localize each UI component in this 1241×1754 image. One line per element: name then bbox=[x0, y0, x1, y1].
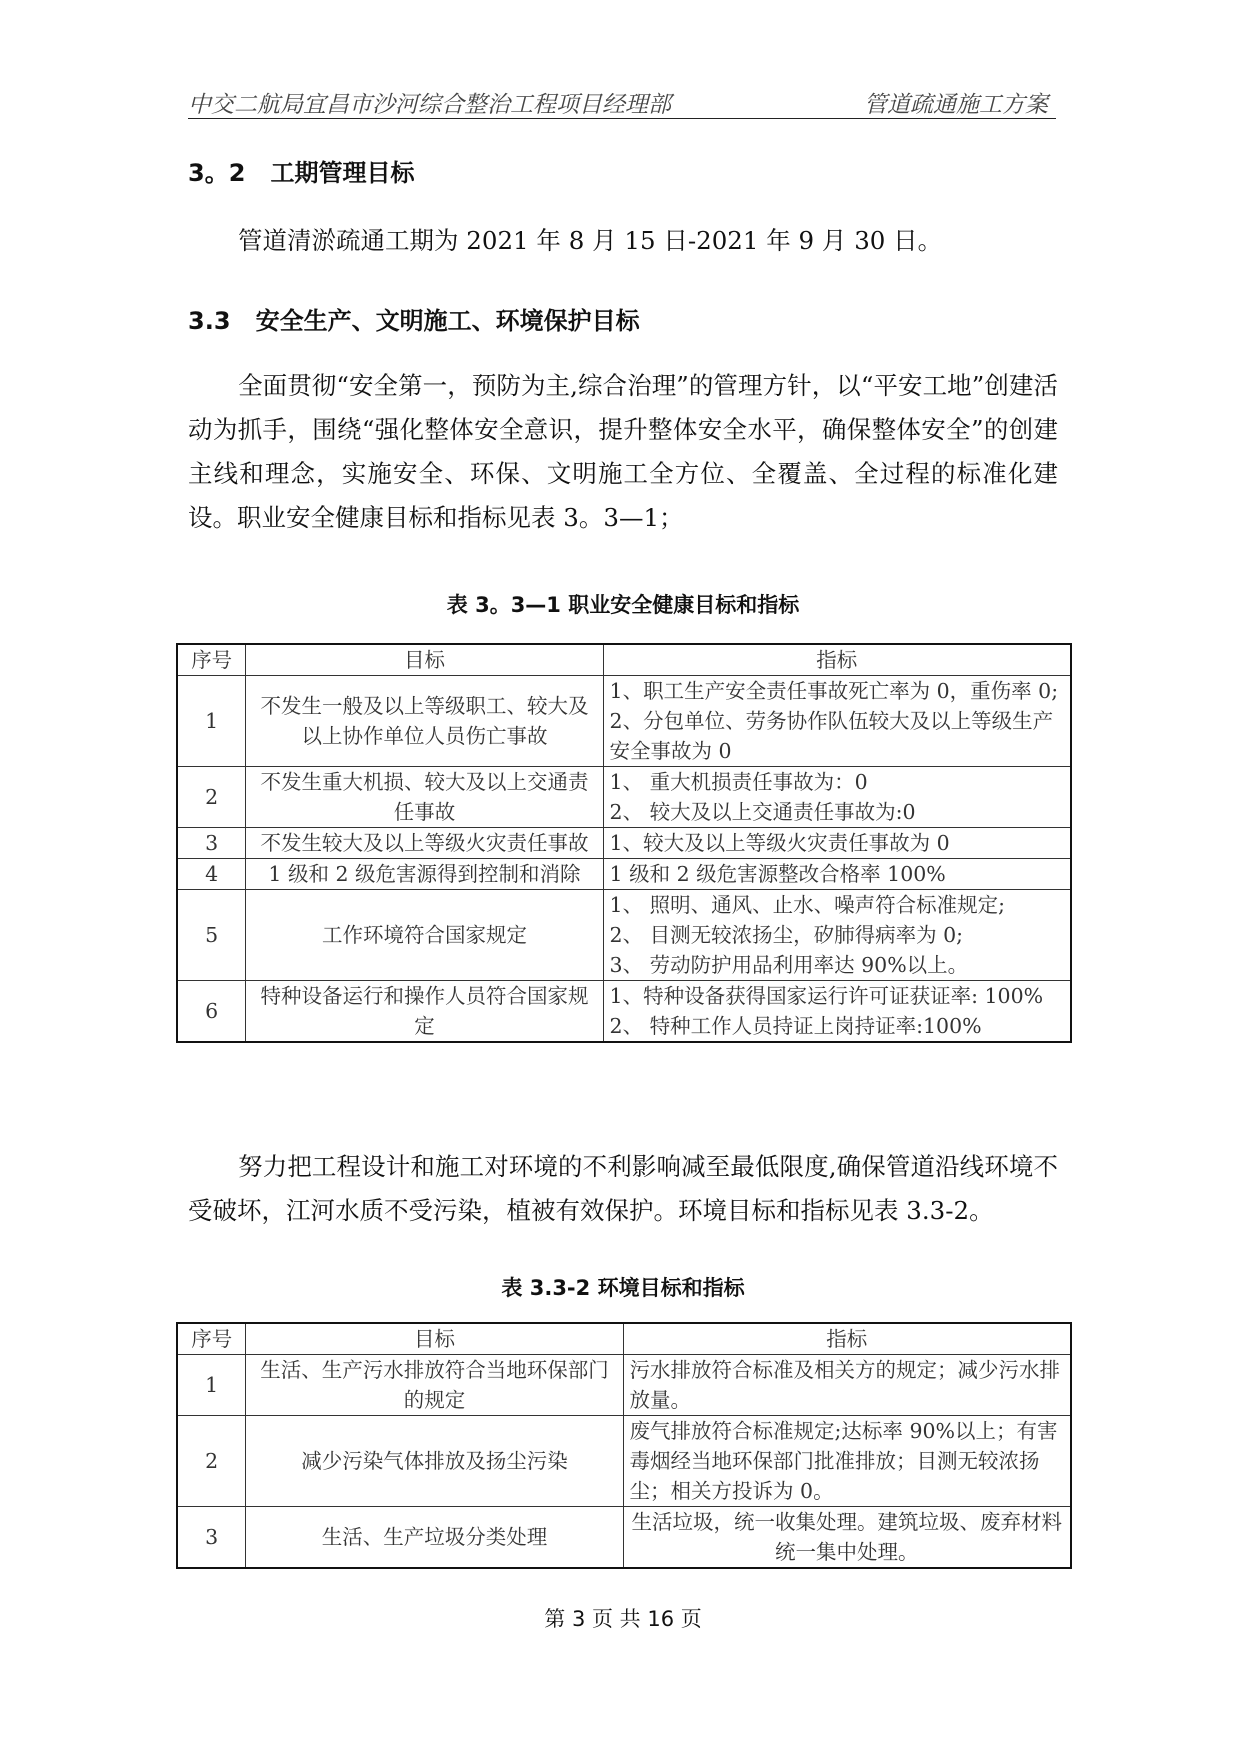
indicator-line: 1、较大及以上等级火灾责任事故为 0 bbox=[609, 831, 950, 855]
table-occupational-safety bbox=[176, 643, 1072, 1043]
indicator-line: 1、特种设备获得国家运行许可证获证率: 100% bbox=[609, 984, 1044, 1008]
table-header-row bbox=[177, 644, 1071, 676]
indicator-cell: 废气排放符合标准规定;达标率 90%以上；有害毒烟经当地环保部门批准排放；目测无较浓扬尘；相关方投诉为 0。 bbox=[623, 1416, 1071, 1507]
goal-cell: 不发生一般及以上等级职工、较大及以上协作单位人员伤亡事故 bbox=[246, 676, 603, 767]
goal-cell: 生活、生产垃圾分类处理 bbox=[246, 1507, 623, 1569]
table-row bbox=[177, 828, 1071, 859]
table-row bbox=[177, 859, 1071, 890]
row-number: 1 bbox=[177, 676, 246, 767]
table-row bbox=[177, 981, 1071, 1043]
goal-cell: 1 级和 2 级危害源得到控制和消除 bbox=[246, 859, 603, 890]
table-row bbox=[177, 1355, 1071, 1416]
goal-cell: 减少污染气体排放及扬尘污染 bbox=[246, 1416, 623, 1507]
indicator-line: 2、 目测无较浓扬尘，矽肺得病率为 0; bbox=[609, 923, 964, 947]
table-row bbox=[177, 1416, 1071, 1507]
header-cell: 序号 bbox=[177, 1323, 246, 1355]
indicator-cell: 生活垃圾，统一收集处理。建筑垃圾、废弃材料统一集中处理。 bbox=[623, 1507, 1071, 1569]
table1-caption: 表 3。3—1 职业安全健康目标和指标 bbox=[446, 593, 800, 617]
header-cell: 目标 bbox=[246, 1323, 623, 1355]
heading-3-3: 3.3 安全生产、文明施工、环境保护目标 bbox=[188, 307, 640, 335]
table-environment bbox=[176, 1322, 1072, 1569]
indicator-cell bbox=[603, 828, 1071, 859]
header-left: 中交二航局宜昌市沙河综合整治工程项目经理部 bbox=[188, 92, 671, 118]
row-number: 2 bbox=[177, 1416, 246, 1507]
indicator-line: 1、 照明、通风、止水、噪声符合标准规定; bbox=[609, 893, 1005, 917]
paragraph-schedule-text: 管道清淤疏通工期为 2021 年 8 月 15 日-2021 年 9 月 30 日。 bbox=[238, 226, 943, 255]
row-number: 3 bbox=[177, 1507, 246, 1569]
indicator-cell: 污水排放符合标准及相关方的规定；减少污水排放量。 bbox=[623, 1355, 1071, 1416]
row-number: 1 bbox=[177, 1355, 246, 1416]
paragraph-environment bbox=[188, 1145, 1058, 1233]
table-row bbox=[177, 890, 1071, 981]
paragraph-environment-text: 努力把工程设计和施工对环境的不利影响减至最低限度,确保管道沿线环境不受破坏，江河水质不受污染，植被有效保护。环境目标和指标见表 3.3-2。 bbox=[188, 1152, 1058, 1225]
row-number: 3 bbox=[177, 828, 246, 859]
table-header-row bbox=[177, 1323, 1071, 1355]
indicator-line: 2、分包单位、劳务协作队伍较大及以上等级生产安全事故为 0 bbox=[609, 709, 1054, 763]
header-cell: 指标 bbox=[623, 1323, 1071, 1355]
goal-cell: 特种设备运行和操作人员符合国家规定 bbox=[246, 981, 603, 1043]
table-row bbox=[177, 676, 1071, 767]
page-footer: 第 3 页 共 16 页 bbox=[544, 1607, 702, 1631]
indicator-line: 1、职工生产安全责任事故死亡率为 0，重伤率 0; bbox=[609, 679, 1059, 703]
row-number: 5 bbox=[177, 890, 246, 981]
indicator-cell bbox=[603, 676, 1071, 767]
header-cell: 序号 bbox=[177, 644, 246, 676]
paragraph-schedule bbox=[188, 219, 1058, 263]
indicator-cell bbox=[603, 890, 1071, 981]
paragraph-safety bbox=[188, 364, 1058, 540]
indicator-cell bbox=[603, 767, 1071, 828]
indicator-line: 1 级和 2 级危害源整改合格率 100% bbox=[609, 862, 946, 886]
header-right: 管道疏通施工方案 bbox=[864, 92, 1048, 118]
indicator-cell bbox=[603, 981, 1071, 1043]
row-number: 4 bbox=[177, 859, 246, 890]
row-number: 6 bbox=[177, 981, 246, 1043]
header-cell: 指标 bbox=[603, 644, 1071, 676]
goal-cell: 不发生重大机损、较大及以上交通责任事故 bbox=[246, 767, 603, 828]
paragraph-safety-text: 全面贯彻“安全第一，预防为主,综合治理”的管理方针，以“平安工地”创建活动为抓手，围绕“强化整体安全意识，提升整体安全水平，确保整体安全”的创建主线和理念，实施安全、环保、文明施工全方位、全覆盖、全过程的标准化建设。职业安全健康目标和指标见表 3。3—1； bbox=[188, 371, 1058, 532]
table2-caption: 表 3.3-2 环境目标和指标 bbox=[501, 1276, 745, 1300]
goal-cell: 不发生较大及以上等级火灾责任事故 bbox=[246, 828, 603, 859]
indicator-line: 2、 特种工作人员持证上岗持证率:100% bbox=[609, 1014, 982, 1038]
table-row bbox=[177, 1507, 1071, 1569]
indicator-line: 1、 重大机损责任事故为：0 bbox=[609, 770, 868, 794]
table-row bbox=[177, 767, 1071, 828]
row-number: 2 bbox=[177, 767, 246, 828]
goal-cell: 生活、生产污水排放符合当地环保部门的规定 bbox=[246, 1355, 623, 1416]
page-header bbox=[188, 84, 1056, 119]
indicator-line: 3、 劳动防护用品利用率达 90%以上。 bbox=[609, 953, 969, 977]
heading-3-2: 3。2 工期管理目标 bbox=[188, 159, 415, 187]
indicator-cell bbox=[603, 859, 1071, 890]
goal-cell: 工作环境符合国家规定 bbox=[246, 890, 603, 981]
header-cell: 目标 bbox=[246, 644, 603, 676]
indicator-line: 2、 较大及以上交通责任事故为:0 bbox=[609, 800, 916, 824]
